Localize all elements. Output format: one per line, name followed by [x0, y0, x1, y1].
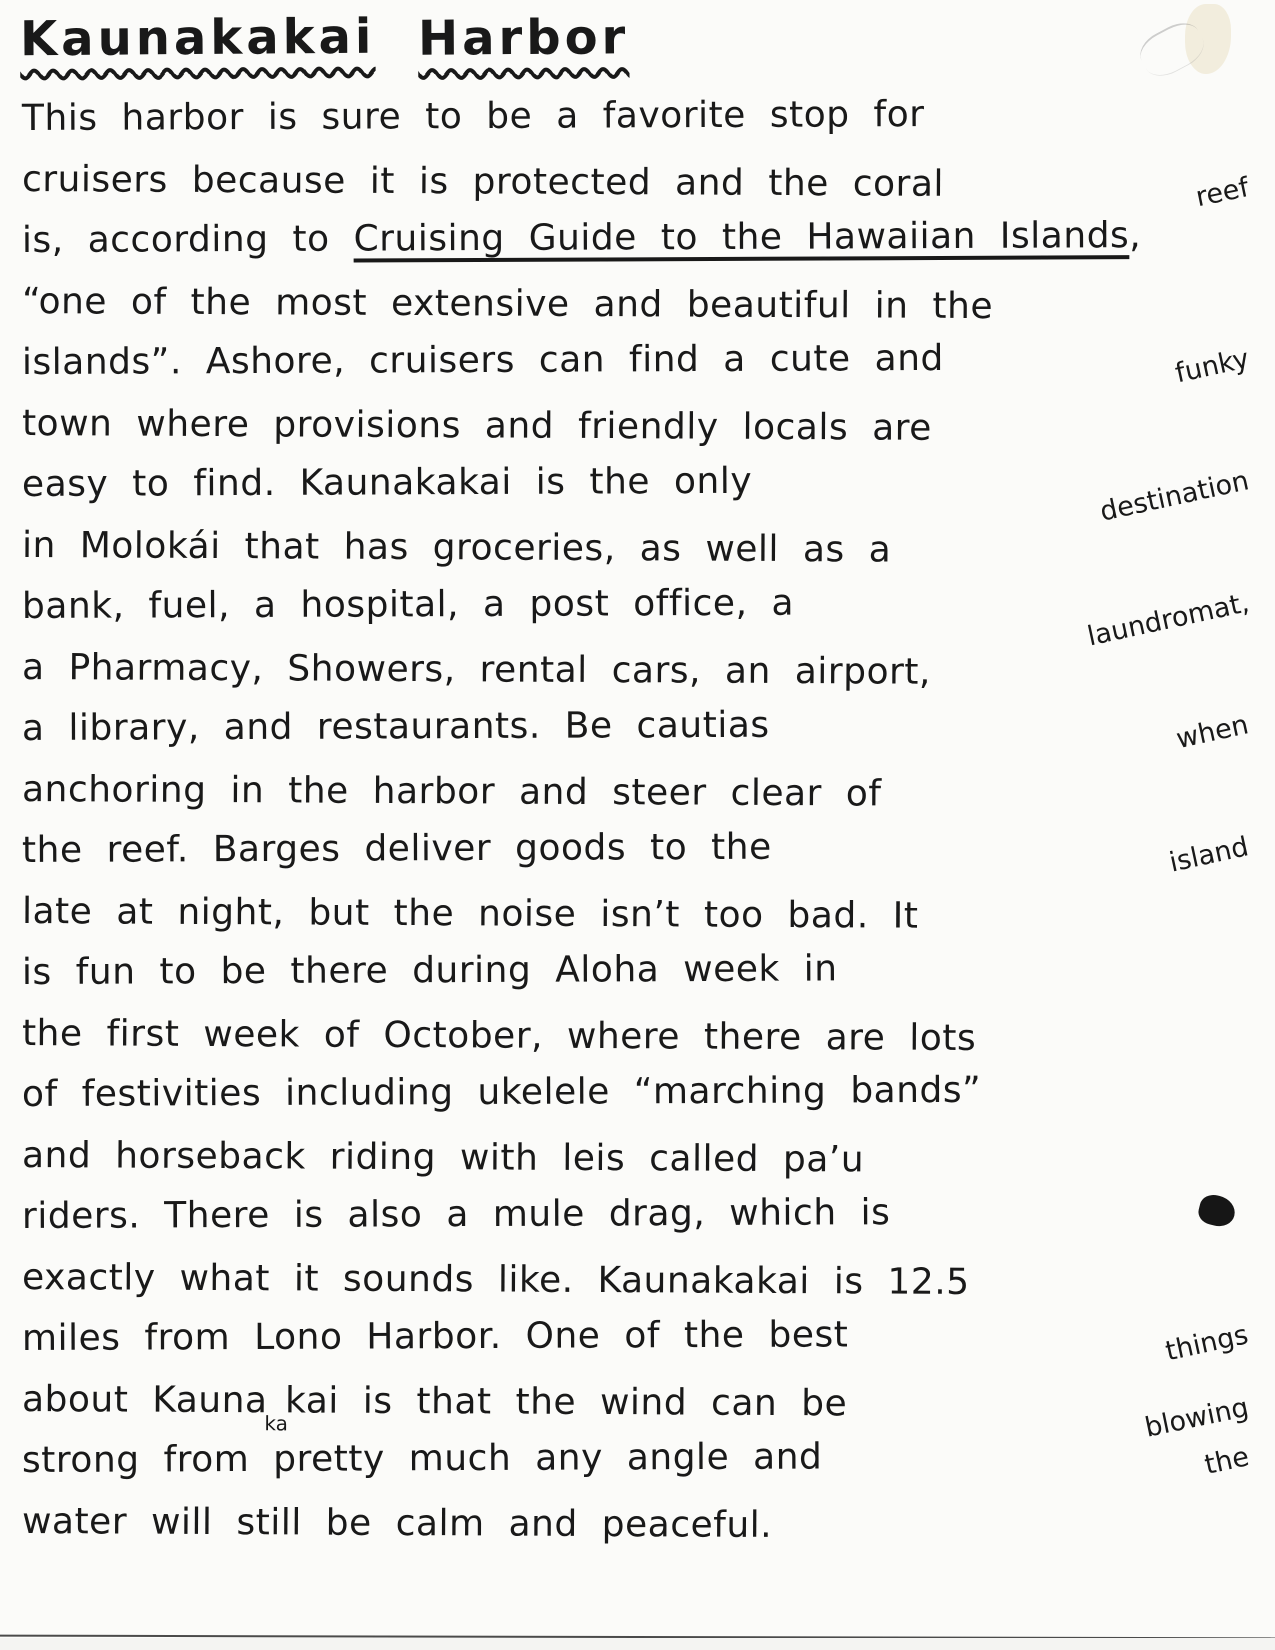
- handwritten-line-24: [22, 1491, 1265, 1559]
- line-text: late at night, but the noise isn’t too bad. It: [21, 891, 919, 937]
- inserted-correction: ka: [264, 1411, 288, 1436]
- line-text: strong from pretty much any angle and: [21, 1436, 823, 1481]
- line-tail: destination: [1097, 465, 1252, 528]
- line-text: easy to find. Kaunakakai is the only: [21, 460, 753, 505]
- line-text: exactly what it sounds like. Kaunakakai is 12.5: [21, 1257, 970, 1303]
- line-tail: the: [1201, 1441, 1252, 1481]
- line-tail: when: [1173, 709, 1252, 756]
- book-title-underlined: Cruising Guide to the Hawaiian Islands: [353, 215, 1130, 260]
- title-word-1: Kaunakakai: [19, 8, 376, 68]
- handwritten-line-5: [22, 327, 1265, 393]
- handwritten-line-11: [22, 693, 1265, 759]
- line-tail: things: [1163, 1319, 1252, 1368]
- handwritten-line-3: [22, 205, 1265, 271]
- line-text: islands”. Ashore, cruisers can find a cute and: [21, 337, 944, 383]
- line-text: in Molokái that has groceries, as well as a: [21, 525, 892, 571]
- line-text: ,: [1129, 215, 1142, 257]
- title-word-2: Harbor: [417, 9, 630, 67]
- line-text: the first week of October, where there are lots: [21, 1013, 977, 1059]
- line-text: about Kauna: [21, 1379, 268, 1422]
- handwritten-line-7: [21, 449, 1265, 528]
- handwritten-line-21: [22, 1303, 1265, 1369]
- line-tail: funky: [1172, 343, 1252, 390]
- line-text: town where provisions and friendly locals are: [21, 403, 932, 449]
- handwritten-line-13: [22, 815, 1265, 881]
- line-text: “one of the most extensive and beautiful in the: [21, 281, 994, 328]
- scan-edge-below: [0, 1638, 1275, 1650]
- page-title: [0, 0, 1275, 88]
- handwritten-line-17: [22, 1059, 1265, 1125]
- line-text: miles from Lono Harbor. One of the best: [21, 1314, 849, 1359]
- ink-scribble-blot: [1196, 1192, 1238, 1230]
- line-text: is, according to: [21, 218, 354, 261]
- line-text: cruisers because it is protected and the coral: [21, 159, 945, 205]
- line-text: of festivities including ukelele “marching bands”: [21, 1069, 982, 1115]
- line-text: This harbor is sure to be a favorite stop for: [21, 94, 925, 139]
- handwritten-body: [0, 88, 1275, 1552]
- line-text: bank, fuel, a hospital, a post office, a: [21, 582, 795, 627]
- line-text: riders. There is also a mule drag, which is: [21, 1192, 891, 1237]
- handwritten-line-23: [22, 1425, 1265, 1491]
- handwritten-line-15: [22, 937, 1265, 1003]
- line-tail: reef: [1192, 172, 1252, 214]
- line-text: and horseback riding with leis called pa’u: [21, 1135, 865, 1181]
- line-text: a Pharmacy, Showers, rental cars, an airport,: [21, 647, 932, 693]
- handwritten-line-1: [22, 83, 1265, 149]
- line-text: water will still be calm and peaceful.: [21, 1501, 773, 1546]
- line-tail: blowing: [1142, 1392, 1252, 1444]
- line-text: is fun to be there during Aloha week in: [21, 948, 838, 993]
- line-tail: island: [1166, 831, 1252, 879]
- handwritten-line-9: [21, 571, 1265, 653]
- line-text: the reef. Barges deliver goods to the: [21, 826, 772, 871]
- line-tail: laundromat,: [1084, 587, 1252, 653]
- handwritten-line-19: [22, 1181, 1265, 1247]
- line-text: anchoring in the harbor and steer clear of: [21, 769, 882, 815]
- line-text: a library, and restaurants. Be cautias: [21, 704, 770, 749]
- line-text: kai is that the wind can be: [284, 1380, 848, 1425]
